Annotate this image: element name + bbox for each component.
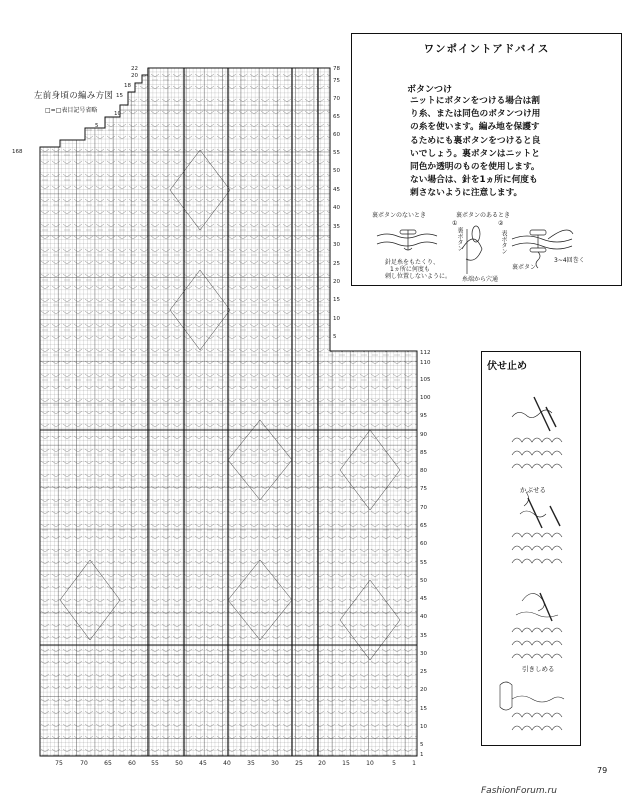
row-number: 75 bbox=[420, 486, 427, 492]
row-number: 45 bbox=[333, 187, 340, 193]
row-number: 5 bbox=[420, 742, 424, 748]
row-number: 55 bbox=[420, 560, 427, 566]
row-number: 70 bbox=[420, 505, 427, 511]
advice-line: ニットにボタンをつける場合は割 bbox=[410, 96, 540, 106]
row-number: 78 bbox=[333, 66, 340, 72]
note-c: 刺し位置しないように。 bbox=[385, 273, 452, 280]
row-number: 85 bbox=[420, 450, 427, 456]
stitch-number: 15 bbox=[342, 760, 350, 767]
advice-line: るためにも裏ボタンをつけると良 bbox=[410, 135, 541, 146]
stitch-number: 65 bbox=[104, 760, 112, 767]
advice-line: 同色か透明のものを使用します。 bbox=[410, 162, 540, 173]
stitch-number: 70 bbox=[80, 760, 88, 767]
wind-label: 3~4回巻く bbox=[554, 257, 585, 264]
row-number: 30 bbox=[333, 242, 340, 248]
stitch-number: 60 bbox=[128, 760, 136, 767]
back-button-label-a: 裏ボタン bbox=[456, 227, 463, 251]
chart-legend: □=□表目記号省略 bbox=[45, 107, 98, 114]
step-label-tighten: 引きしめる bbox=[522, 665, 555, 673]
row-number: 100 bbox=[420, 395, 431, 401]
bind-off-panel bbox=[481, 351, 581, 746]
row-number: 25 bbox=[333, 261, 340, 267]
row-number: 55 bbox=[333, 150, 340, 156]
stitch-count-label: 168 bbox=[12, 149, 23, 155]
neck-label: 18 bbox=[124, 83, 131, 89]
row-number: 105 bbox=[420, 377, 431, 383]
back-button-label-b: 裏ボタン bbox=[512, 264, 537, 271]
button-illustrations bbox=[352, 34, 623, 287]
row-number: 110 bbox=[420, 360, 431, 366]
row-number: 45 bbox=[420, 596, 427, 602]
row-number: 5 bbox=[333, 334, 337, 340]
row-number: 10 bbox=[333, 316, 340, 322]
note-b: 1ヵ所に何度も bbox=[390, 266, 430, 273]
row-number: 15 bbox=[420, 706, 427, 712]
stitch-number: 5 bbox=[392, 760, 396, 767]
stitch-number: 25 bbox=[295, 760, 303, 767]
bind-off-title: 伏せ止め bbox=[487, 361, 527, 372]
step-label-cover: かぶせる bbox=[520, 486, 546, 494]
row-number: 50 bbox=[333, 168, 340, 174]
advice-line: いでしょう。裏ボタンはニットと bbox=[410, 148, 540, 159]
row-number: 15 bbox=[333, 297, 340, 303]
row-number: 1 bbox=[420, 752, 424, 758]
row-number: 112 bbox=[420, 350, 431, 356]
row-number: 10 bbox=[420, 724, 427, 730]
advice-subtitle: ボタンつけ bbox=[407, 82, 452, 95]
row-number: 25 bbox=[420, 669, 427, 675]
stitch-number: 40 bbox=[223, 760, 231, 767]
label-with-back-button: 裏ボタンのあるとき bbox=[456, 212, 511, 219]
neck-label: 15 bbox=[116, 93, 123, 99]
row-number: 50 bbox=[420, 578, 427, 584]
neck-label: 5 bbox=[95, 123, 99, 129]
advice-line: り糸、または同色のボタンつけ用 bbox=[410, 109, 541, 120]
stitch-number: 55 bbox=[151, 760, 159, 767]
neck-label: 20 bbox=[131, 73, 138, 79]
row-number: 60 bbox=[333, 132, 340, 138]
advice-title: ワンポイントアドバイス bbox=[423, 43, 550, 55]
stitch-number: 75 bbox=[55, 760, 63, 767]
row-number: 75 bbox=[333, 78, 340, 84]
advice-line: ない場合は、針を1ヵ所に何度も bbox=[410, 175, 538, 186]
stitch-number: 10 bbox=[366, 760, 374, 767]
stitch-number: 45 bbox=[199, 760, 207, 767]
row-number: 90 bbox=[420, 432, 427, 438]
thread-hole-label: 糸端から穴通 bbox=[462, 276, 499, 283]
stitch-number: 20 bbox=[318, 760, 326, 767]
label-without-back-button: 裏ボタンのないとき bbox=[372, 212, 427, 219]
advice-line: 刺さないように注意します。 bbox=[410, 188, 523, 199]
chart-title: 左前身頃の編み方図 bbox=[34, 91, 114, 101]
row-number: 65 bbox=[333, 114, 340, 120]
row-number: 40 bbox=[333, 205, 340, 211]
stitch-number: 35 bbox=[247, 760, 255, 767]
row-number: 20 bbox=[420, 687, 427, 693]
stitch-number: 1 bbox=[412, 760, 416, 767]
advice-line: の糸を使います。編み地を保護す bbox=[410, 122, 540, 133]
bind-off-illustrations bbox=[482, 352, 582, 747]
row-number: 35 bbox=[420, 633, 427, 639]
advice-box bbox=[351, 33, 622, 286]
step-1: ① bbox=[452, 220, 458, 227]
row-number: 35 bbox=[333, 224, 340, 230]
row-number: 80 bbox=[420, 468, 427, 474]
row-number: 65 bbox=[420, 523, 427, 529]
neck-label: 10 bbox=[114, 111, 121, 117]
watermark: FashionForum.ru bbox=[481, 786, 557, 796]
stitch-number: 50 bbox=[175, 760, 183, 767]
step-2: ② bbox=[498, 220, 504, 227]
row-number: 70 bbox=[333, 96, 340, 102]
row-number: 95 bbox=[420, 413, 427, 419]
stitch-number: 30 bbox=[271, 760, 279, 767]
page-number: 79 bbox=[597, 766, 608, 775]
row-number: 60 bbox=[420, 541, 427, 547]
row-number: 20 bbox=[333, 279, 340, 285]
row-number: 30 bbox=[420, 651, 427, 657]
front-button-label: 表ボタン bbox=[500, 230, 507, 254]
note-a: 針足糸をもたくり、 bbox=[385, 259, 440, 266]
neck-label: 22 bbox=[131, 66, 138, 72]
row-number: 40 bbox=[420, 614, 427, 620]
